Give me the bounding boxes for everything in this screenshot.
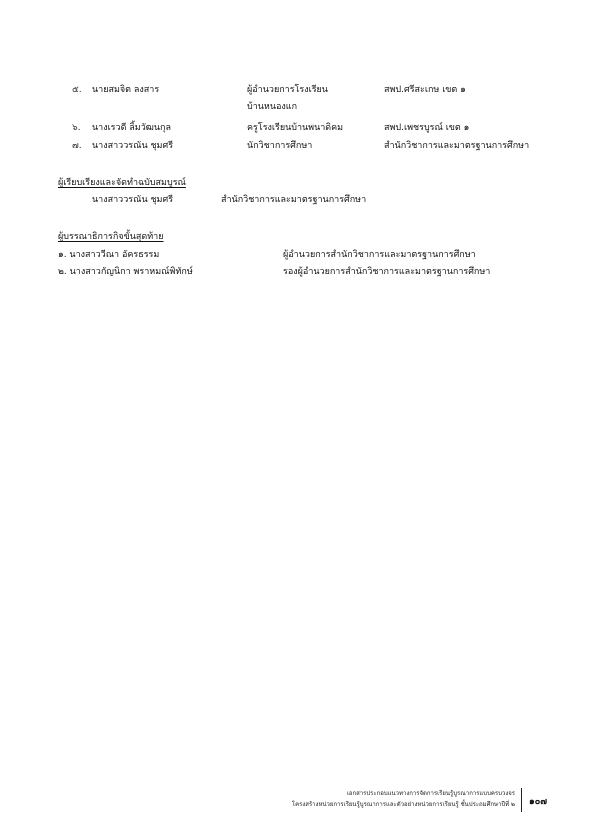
list-number: ๕. xyxy=(72,85,82,95)
footer-title-line-2: โครงสร้างหน่วยการเรียนรู้บูรณาการและตัวอย่างหน่วยการเรียนรู้ ชั้นประถมศึกษาปีที่ ๒ xyxy=(291,801,515,808)
member-name: นางเรวดี ลิ้มวัฒนกุล xyxy=(92,123,172,133)
final-editor-position: ผู้อำนวยการสำนักวิชาการและมาตรฐานการศึกษา xyxy=(283,250,476,260)
member-name: นายสมจิต ลงสาร xyxy=(92,85,160,95)
section-heading-editor: ผู้เรียบเรียงและจัดทำฉบับสมบูรณ์ xyxy=(58,178,186,188)
member-office: สำนักวิชาการและมาตรฐานการศึกษา xyxy=(384,141,530,151)
section-heading-final-editor: ผู้บรรณาธิการกิจขั้นสุดท้าย xyxy=(58,232,164,242)
member-position: นักวิชาการศึกษา xyxy=(247,141,313,151)
footer-divider xyxy=(521,788,522,812)
final-editor-name: ๑. นางสาววีณา อัครธรรม xyxy=(58,250,160,260)
list-number: ๖. xyxy=(72,123,81,133)
final-editor-name: ๒. นางสาวกัญนิกา พราหมณ์พิทักษ์ xyxy=(58,267,193,277)
member-office: สพป.เพชรบูรณ์ เขต ๑ xyxy=(384,123,470,133)
page-number: ๑๐๗ xyxy=(529,797,547,807)
member-position: ครูโรงเรียนบ้านพนาดิคม xyxy=(247,123,344,133)
editor-office: สำนักวิชาการและมาตรฐานการศึกษา xyxy=(221,195,367,205)
member-office: สพป.ศรีสะเกษ เขต ๑ xyxy=(384,85,466,95)
member-name: นางสาววรณัน ชุมศรี xyxy=(92,141,174,151)
final-editor-position: รองผู้อำนวยการสำนักวิชาการและมาตรฐานการศึกษา xyxy=(283,267,491,277)
footer-title-line-1: เอกสารประกอบแนวทางการจัดการเรียนรู้บูรณาการแบบครบวงจร xyxy=(346,790,515,797)
list-number: ๗. xyxy=(72,141,82,151)
member-position: ผู้อำนวยการโรงเรียน xyxy=(247,85,328,95)
member-position-continued: บ้านหนองแก xyxy=(247,102,298,112)
editor-name: นางสาววรณัน ชุมศรี xyxy=(92,195,174,205)
